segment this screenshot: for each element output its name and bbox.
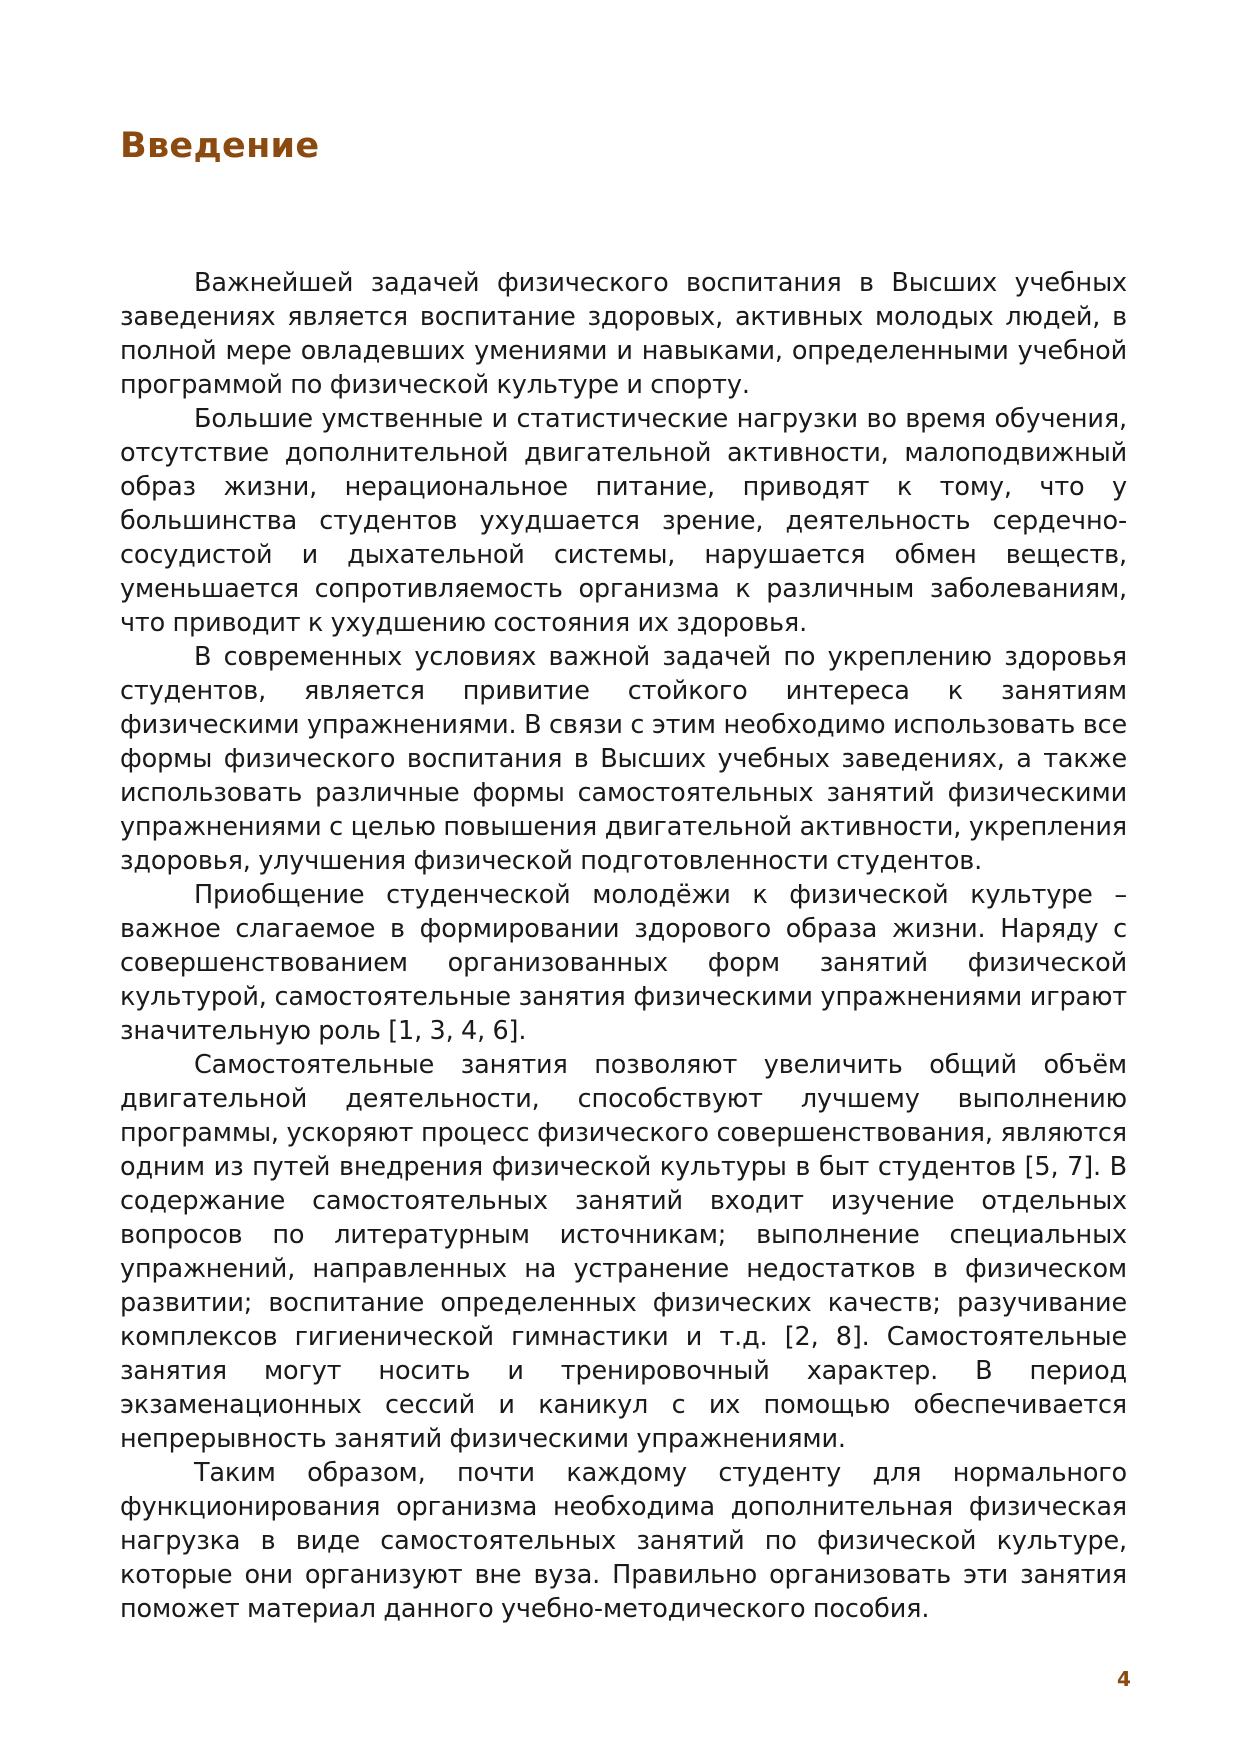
paragraph: Важнейшей задачей физического воспитания в Высших учебных заведениях является воспитание здоровых, активных молодых людей, в полной мере овладевших умениями и навыками, определенными учебной программой по физической культуре и спорту. <box>120 268 1127 400</box>
section-heading: Введение <box>120 126 320 166</box>
body-text <box>120 266 1127 1626</box>
paragraph: Приобщение студенческой молодёжи к физической культуре – важное слагаемое в формировании здорового образа жизни. Наряду с совершенствованием организованных форм занятий физической культурой, самостоятельные занятия физическими упражнениями играют значительную роль [1, 3, 4, 6]. <box>120 880 1127 1046</box>
page-number: 4 <box>1117 1667 1131 1691</box>
paragraph: Самостоятельные занятия позволяют увеличить общий объём двигательной деятельности, способствуют лучшему выполнению программы, ускоряют процесс физического совершенствования, являются одним из путей внедрения физической культуры в быт студентов [5, 7]. В содержание самостоятельных занятий входит изучение отдельных вопросов по литературным источникам; выполнение специальных упражнений, направленных на устранение недостатков в физическом развитии; воспитание определенных физических качеств; разучивание комплексов гигиенической гимнастики и т.д. [2, 8]. Самостоятельные занятия могут носить и тренировочный характер. В период экзаменационных сессий и каникул с их помощью обеспечивается непрерывность занятий физическими упражнениями. <box>120 1050 1127 1454</box>
paragraph: В современных условиях важной задачей по укреплению здоровья студентов, является привитие стойкого интереса к занятиям физическими упражнениями. В связи с этим необходимо использовать все формы физического воспитания в Высших учебных заведениях, а также использовать различные формы самостоятельных занятий физическими упражнениями с целью повышения двигательной активности, укрепления здоровья, улучшения физической подготовленности студентов. <box>120 642 1127 876</box>
paragraph: Большие умственные и статистические нагрузки во время обучения, отсутствие дополнительной двигательной активности, малоподвижный образ жизни, нерациональное питание, приводят к тому, что у большинства студентов ухудшается зрение, деятельность сердечно-сосудистой и дыхательной системы, нарушается обмен веществ, уменьшается сопротивляемость организма к различным заболеваниям, что приводит к ухудшению состояния их здоровья. <box>120 404 1127 638</box>
paragraph: Таким образом, почти каждому студенту для нормального функционирования организма необходима дополнительная физическая нагрузка в виде самостоятельных занятий по физической культуре, которые они организуют вне вуза. Правильно организовать эти занятия поможет материал данного учебно-методического пособия. <box>120 1458 1127 1624</box>
